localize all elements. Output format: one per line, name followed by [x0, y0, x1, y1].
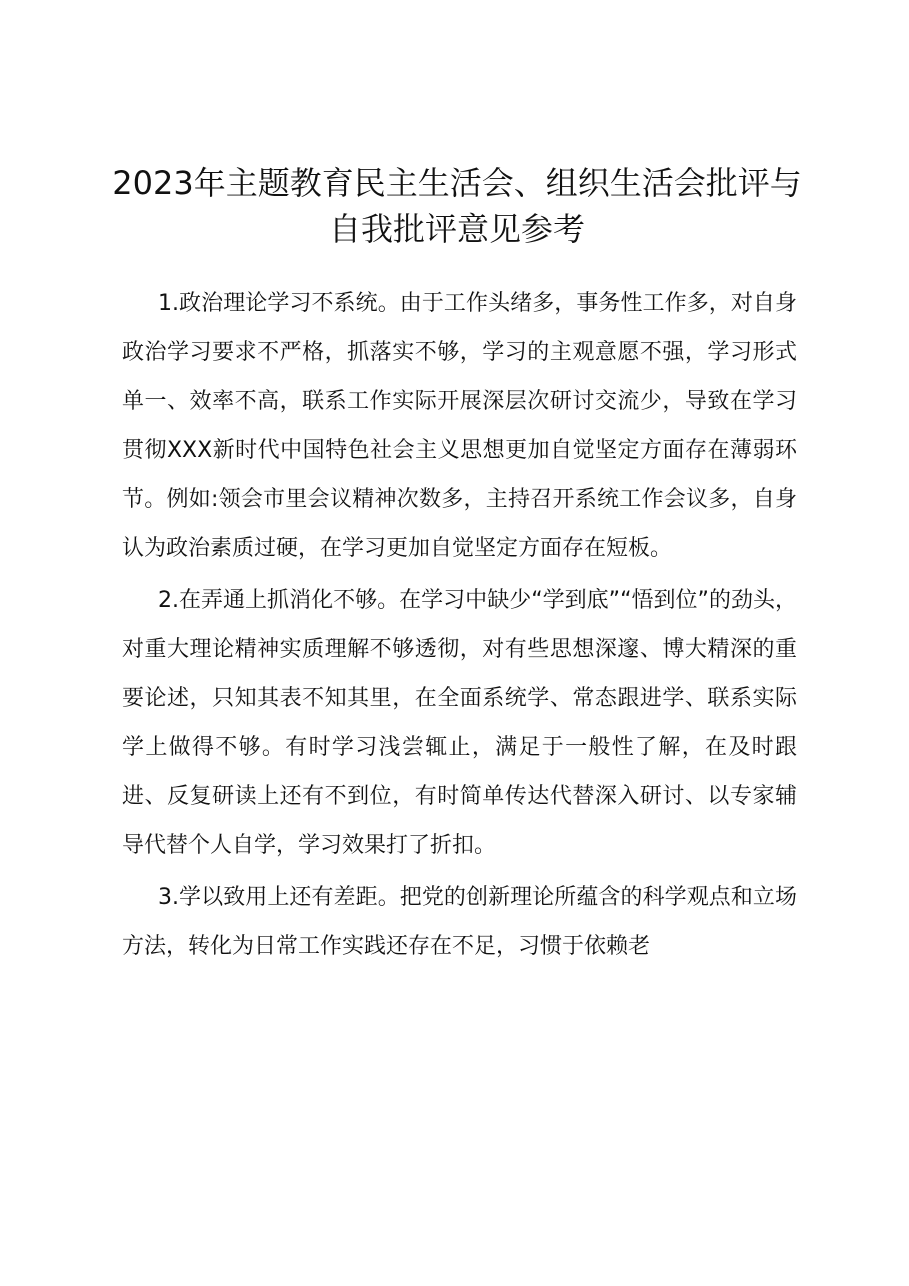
paragraph-3: 3.学以致用上还有差距。把党的创新理论所蕴含的科学观点和立场方法，转化为日常工作实践还存在不足，习惯于依赖老 [122, 885, 797, 959]
paragraph-1: 1.政治理论学习不系统。由于工作头绪多，事务性工作多，对自身政治学习要求不严格，抓落实不够，学习的主观意愿不强，学习形式单一、效率不高，联系工作实际开展深层次研讨交流少，导致在学习贯彻XXX新时代中国特色社会主义思想更加自觉坚定方面存在薄弱环节。例如:领会市里会议精神次数多，主持召开系统工作会议多，自身认为政治素质过硬，在学习更加自觉坚定方面存在短板。 [122, 291, 797, 561]
document-title: 2023年主题教育民主生活会、组织生活会批评与自我批评意见参考 [112, 164, 802, 248]
paragraph-2: 2.在弄通上抓消化不够。在学习中缺少“学到底”“悟到位”的劲头，对重大理论精神实质理解不够透彻，对有些思想深邃、博大精深的重要论述，只知其表不知其里，在全面系统学、常态跟进学、联系实际学上做得不够。有时学习浅尝辄止，满足于一般性了解，在及时跟进、反复研读上还有不到位，有时简单传达代替深入研讨、以专家辅导代替个人自学，学习效果打了折扣。 [122, 588, 797, 858]
document-body [122, 279, 797, 974]
